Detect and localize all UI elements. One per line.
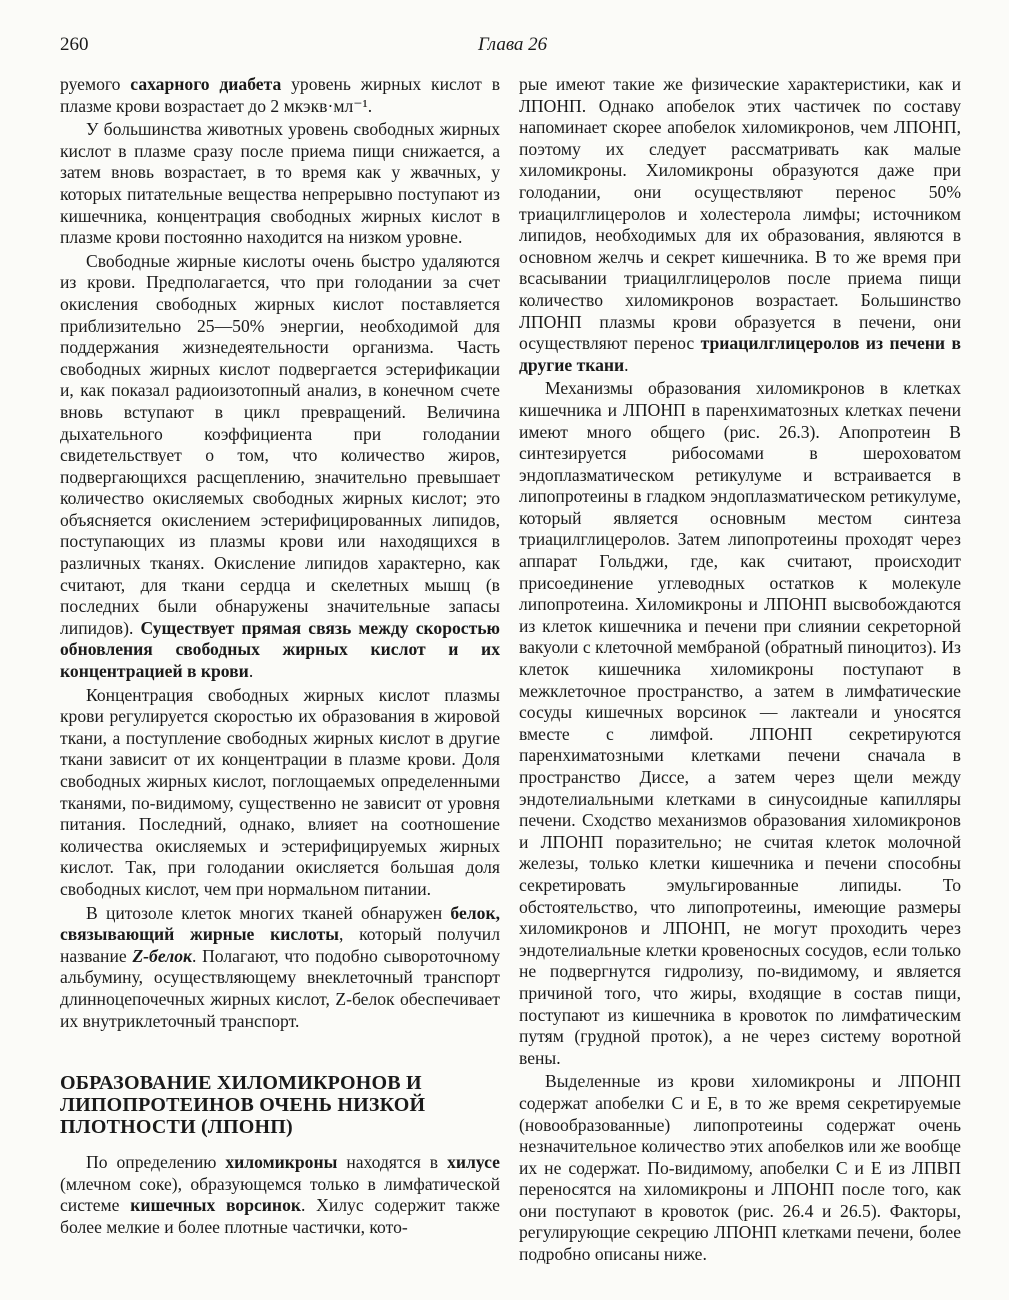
paragraph: Механизмы образования хиломикронов в клетках кишечника и ЛПОНП в паренхиматозных клетках печени имеют много общего (рис. 26.3). Апопротеин В синтезируется рибосомами в шероховатом эндоплазматическом ретикулуме и встраивается в липопротеины в гладком эндоплазматическом ретикулуме, который является основным местом синтеза триацилглицеролов. Затем липопротеины проходят через аппарат Гольджи, где, как считают, происходит присоединение углеводных остатков к молекуле липопротеина. Хиломикроны и ЛПОНП высвобождаются из клеток кишечника и печени при слиянии секреторной вакуоли с клеточной мембраной (обратный пиноцитоз). Из клеток кишечника хиломикроны поступают в межклеточное пространство, а затем в лимфатические сосуды кишечных ворсинок — лактеали и уносятся вместе с лимфой. ЛПОНП секретируются паренхиматозными клетками печени сначала в пространство Диссе, а затем через щели между эндотелиальными клетками в синусоидные капилляры печени. Сходство механизмов образования хиломикронов и ЛПОНП поразительно; не считая клеток молочной железы, только клетки кишечника и печени способны секретировать эмульгированные липиды. То обстоятельство, что липопротеины, имеющие размеры хиломикронов и ЛПОНП, не могут проходить через эндотелиальные клетки кровеносных сосудов, если только не подвергнутся гидролизу, по-видимому, и является причиной того, что жиры, входящие в состав пищи, поступают из кишечника в кровоток по лимфатическим путям (грудной проток), а не через систему воротной вены. — [519, 378, 961, 1068]
paragraph: Свободные жирные кислоты очень быстро удаляются из крови. Предполагается, что при голодании за счет окисления свободных жирных кислот поставляется приблизительно 25—50% энергии, необходимой для поддержания жизнедеятельности организма. Часть свободных жирных кислот подвергается эстерификации и, как показал радиоизотопный анализ, в конечном счете вновь вступают в цикл превращений. Величина дыхательного коэффициента при голодании свидетельствует о том, что количество жиров, подвергающихся расщеплению, значительно превышает количество окисляемых свободных жирных кислот; это объясняется окислением эстерифицированных липидов, поступающих из плазмы крови или находящихся в различных тканях. Окисление липидов характерно, как считают, для ткани сердца и скелетных мышц (в последних были обнаружены значительные запасы липидов). Существует прямая связь между скоростью обновления свободных жирных кислот и их концентрацией в крови. — [60, 250, 500, 682]
left-column — [60, 74, 500, 1239]
running-header — [0, 20, 1009, 60]
paragraph: руемого сахарного диабета уровень жирных кислот в плазме крови возрастает до 2 мкэкв·мл⁻¹. — [60, 74, 501, 116]
paragraph: По определению хиломикроны находятся в хилусе (млечном соке), образующемся только в лимфатической системе кишечных ворсинок. Хилус содержит также более мелкие и более плотные частички, кото- — [60, 1152, 500, 1237]
page-number: 260 — [60, 34, 89, 55]
chapter-title: Глава 26 — [478, 34, 548, 55]
right-column — [519, 74, 961, 1266]
section-heading: ОБРАЗОВАНИЕ ХИЛОМИКРОНОВ И ЛИПОПРОТЕИНОВ ОЧЕНЬ НИЗКОЙ ПЛОТНОСТИ (ЛПОНП) — [60, 1072, 426, 1139]
paragraph: рые имеют такие же физические характеристики, как и ЛПОНП. Однако апобелок этих частичек по составу напоминает скорее апобелок хиломикронов, чем ЛПОНП, поэтому их следует рассматривать как малые хиломикроны. Хиломикроны образуются даже при голодании, они осуществляют перенос 50% триацилглицеролов и холестерола лимфы; источником липидов, необходимых для их образования, являются в основном желчь и секрет кишечника. В то же время при всасывании триацилглицеролов после приема пищи количество хиломикронов возрастает. Большинство ЛПОНП плазмы крови образуется в печени, они осуществляют перенос триацилглицеролов из печени в другие ткани. — [519, 74, 961, 375]
paragraph: В цитозоле клеток многих тканей обнаружен белок, связывающий жирные кислоты, который получил название Z-белок. Полагают, что подобно сывороточному альбумину, осуществляющему внеклеточный транспорт длинноцепочечных жирных кислот, Z-белок обеспечивает их внутриклеточный транспорт. — [60, 902, 500, 1031]
paragraph: Выделенные из крови хиломикроны и ЛПОНП содержат апобелки С и Е, в то же время секретируемые (новообразованные) липопротеины содержат очень незначительное количество этих апобелков или же вообще их не содержат. По-видимому, апобелки С и Е из ЛПВП переносятся на хиломикроны и ЛПОНП после того, как они поступают в кровоток (рис. 26.4 и 26.5). Факторы, регулирующие секрецию ЛПОНП клетками печени, более подробно описаны ниже. — [519, 1071, 961, 1265]
paragraph: Концентрация свободных жирных кислот плазмы крови регулируется скоростью их образования в жировой ткани, а поступление свободных жирных кислот в другие ткани зависит от их концентрации в плазме крови. Доля свободных жирных кислот, поглощаемых определенными тканями, по-видимому, существенно не зависит от уровня питания. Последний, однако, влияет на соотношение количества окисляемых и эстерифицируемых жирных кислот. Так, при голодании окисляется большая доля свободных кислот, чем при нормальном питании. — [60, 684, 500, 899]
paragraph: У большинства животных уровень свободных жирных кислот в плазме сразу после приема пищи снижается, а затем вновь возрастает, в то время как у жвачных, у которых питательные вещества непрерывно поступают из кишечника, концентрация свободных жирных кислот в плазме крови постоянно находится на низком уровне. — [60, 119, 500, 248]
